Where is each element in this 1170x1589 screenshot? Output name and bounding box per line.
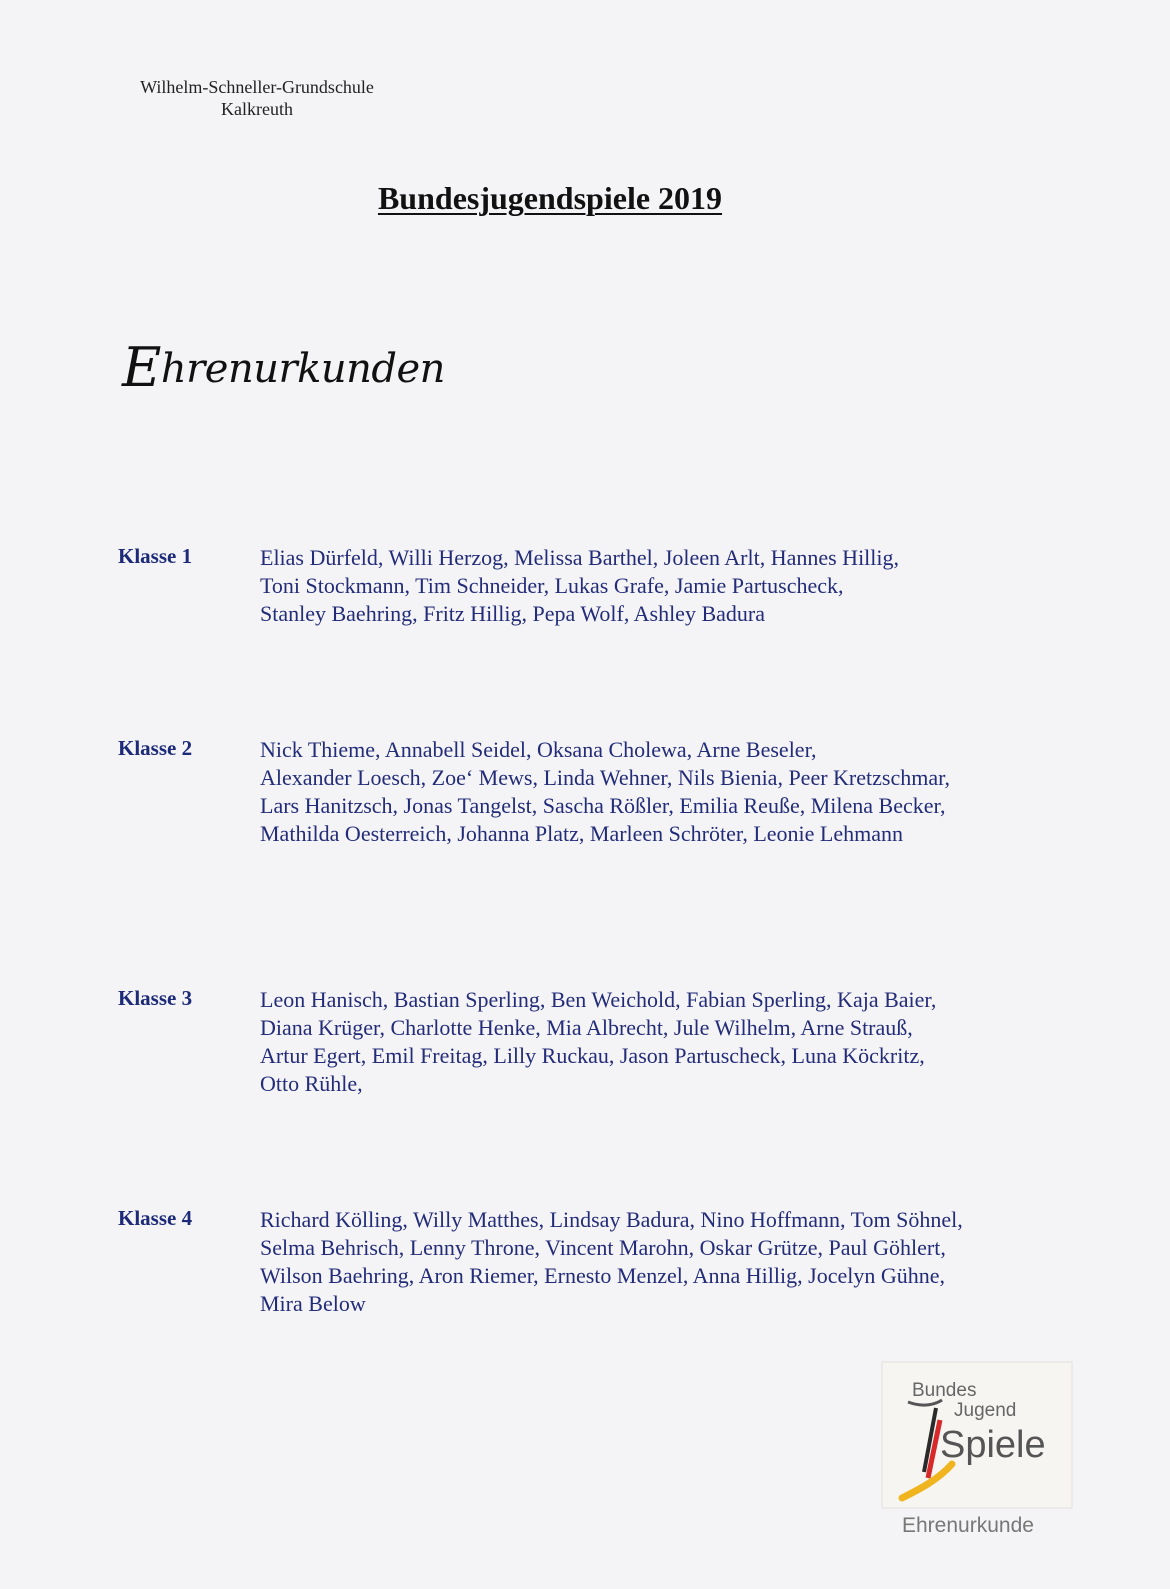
klasse-names (260, 1206, 1060, 1318)
names-line: Toni Stockmann, Tim Schneider, Lukas Grafe, Jamie Partuscheck, (260, 573, 844, 598)
klasse-names (260, 736, 1060, 848)
school-name: Wilhelm-Schneller-Grundschule (140, 77, 374, 97)
heading-initial: E (122, 336, 161, 399)
names-line: Artur Egert, Emil Freitag, Lilly Ruckau, Jason Partuscheck, Luna Köckritz, (260, 1043, 925, 1068)
names-line: Leon Hanisch, Bastian Sperling, Ben Weichold, Fabian Sperling, Kaja Baier, (260, 987, 937, 1012)
page-title: Bundesjugendspiele 2019 (377, 180, 723, 216)
klasse-label: Klasse 3 (118, 986, 193, 1010)
klasse-names (260, 986, 1060, 1098)
bundesjugendspiele-logo (880, 1360, 1080, 1550)
names-line: Mathilda Oesterreich, Johanna Platz, Marleen Schröter, Leonie Lehmann (260, 821, 903, 846)
klasse-label: Klasse 4 (118, 1206, 193, 1230)
names-line: Diana Krüger, Charlotte Henke, Mia Albrecht, Jule Wilhelm, Arne Strauß, (260, 1015, 913, 1040)
names-line: Nick Thieme, Annabell Seidel, Oksana Cholewa, Arne Beseler, (260, 737, 817, 762)
names-line: Otto Rühle, (260, 1071, 363, 1096)
names-line: Mira Below (260, 1291, 366, 1316)
logo-word-jugend: Jugend (954, 1400, 1017, 1421)
names-line: Selma Behrisch, Lenny Throne, Vincent Marohn, Oskar Grütze, Paul Göhlert, (260, 1235, 946, 1260)
klasse-label: Klasse 1 (118, 544, 193, 568)
names-line: Lars Hanitzsch, Jonas Tangelst, Sascha Rößler, Emilia Reuße, Milena Becker, (260, 793, 946, 818)
logo-caption: Ehrenurkunde (902, 1514, 1034, 1537)
names-line: Wilson Baehring, Aron Riemer, Ernesto Menzel, Anna Hillig, Jocelyn Gühne, (260, 1263, 945, 1288)
logo-word-bundes: Bundes (912, 1380, 977, 1401)
names-line: Alexander Loesch, Zoe‘ Mews, Linda Wehner, Nils Bienia, Peer Kretzschmar, (260, 765, 951, 790)
section-heading (122, 336, 445, 399)
logo-word-spiele: Spiele (940, 1424, 1046, 1466)
klasse-label: Klasse 2 (118, 736, 193, 760)
school-header (112, 76, 402, 120)
names-line: Elias Dürfeld, Willi Herzog, Melissa Barthel, Joleen Arlt, Hannes Hillig, (260, 545, 900, 570)
klasse-names (260, 544, 1060, 628)
names-line: Stanley Baehring, Fritz Hillig, Pepa Wolf, Ashley Badura (260, 601, 765, 626)
heading-rest: hrenurkunden (160, 346, 445, 392)
school-town: Kalkreuth (221, 99, 293, 119)
names-line: Richard Kölling, Willy Matthes, Lindsay Badura, Nino Hoffmann, Tom Söhnel, (260, 1207, 963, 1232)
